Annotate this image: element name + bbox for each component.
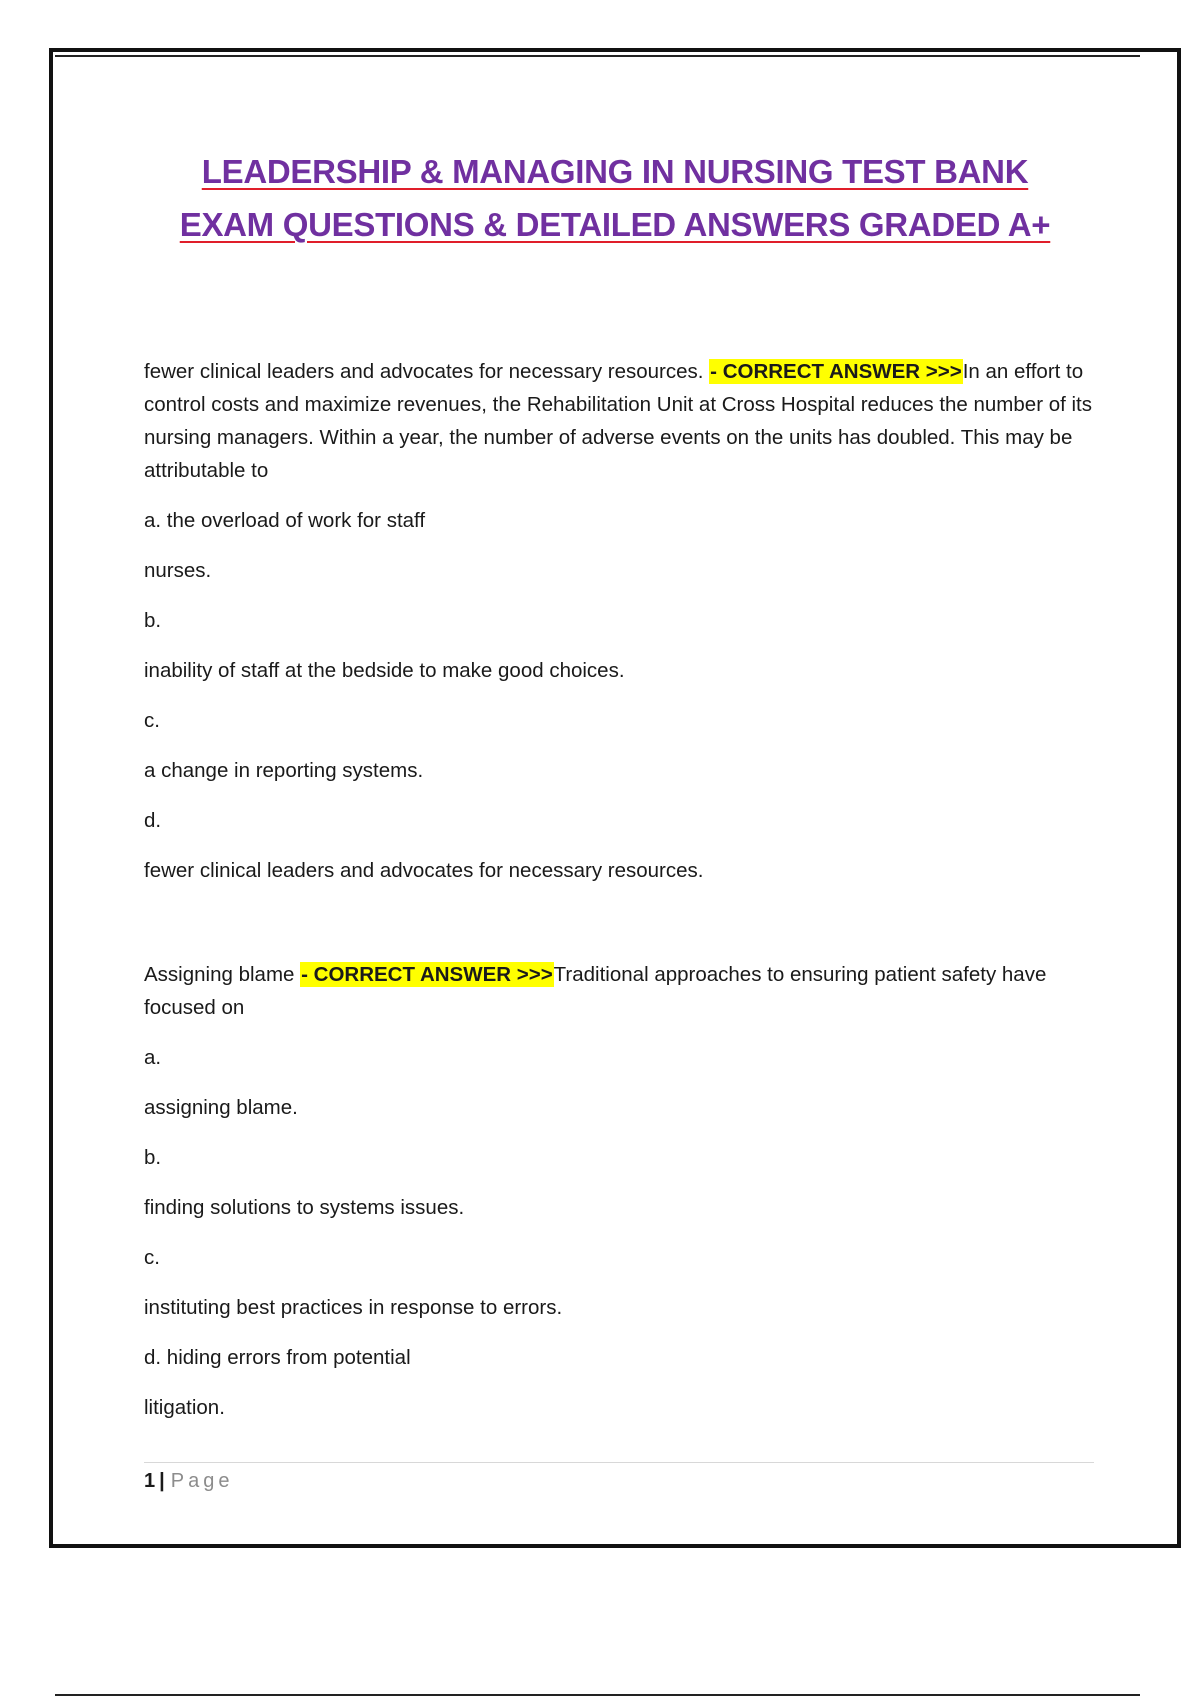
option-line: litigation. <box>144 1396 225 1419</box>
question-stem <box>144 355 1094 487</box>
option-line: finding solutions to systems issues. <box>144 1196 465 1219</box>
document-title <box>60 145 1170 251</box>
spacer <box>144 904 1094 958</box>
bottom-rule <box>55 1694 1140 1696</box>
correct-answer-marker: - CORRECT ANSWER >>> <box>710 360 962 383</box>
page-number: 1 <box>144 1470 156 1492</box>
option-line: b. <box>144 1146 162 1169</box>
title-line-1: LEADERSHIP & MANAGING IN NURSING TEST BANK <box>201 153 1029 190</box>
question-text: In an effort to control costs and maximize revenues, the Rehabilitation Unit at Cross Hospital reduces the number of its nursing managers. Within a year, the number of adverse events on the units has doubled. This may be attributable to <box>144 360 1093 482</box>
option-line: a. the overload of work for staff <box>144 509 426 532</box>
title-line-2: EXAM QUESTIONS & DETAILED ANSWERS GRADED A+ <box>179 206 1051 243</box>
page-label: Page <box>170 1470 234 1492</box>
page-footer <box>144 1462 1094 1495</box>
option-line: d. <box>144 809 162 832</box>
answer-text: fewer clinical leaders and advocates for necessary resources. <box>144 360 710 383</box>
answer-text: Assigning blame <box>144 963 301 986</box>
question-stem <box>144 958 1094 1024</box>
option-line: c. <box>144 1246 160 1269</box>
option-line: inability of staff at the bedside to make good choices. <box>144 659 625 682</box>
page-separator: | <box>159 1470 165 1492</box>
option-line: instituting best practices in response to errors. <box>144 1296 563 1319</box>
option-line: a change in reporting systems. <box>144 759 424 782</box>
option-line: c. <box>144 709 160 732</box>
question-1 <box>144 355 1094 887</box>
question-text: Traditional approaches to ensuring patient safety have focused on <box>144 963 1047 1019</box>
correct-answer-marker: - CORRECT ANSWER >>> <box>301 963 553 986</box>
option-line: b. <box>144 609 162 632</box>
option-line: assigning blame. <box>144 1096 298 1119</box>
top-rule <box>55 55 1140 57</box>
document-body <box>144 355 1094 1441</box>
option-line: d. hiding errors from potential <box>144 1346 411 1369</box>
question-2 <box>144 958 1094 1424</box>
option-line: fewer clinical leaders and advocates for necessary resources. <box>144 859 704 882</box>
option-line: nurses. <box>144 559 212 582</box>
option-line: a. <box>144 1046 162 1069</box>
